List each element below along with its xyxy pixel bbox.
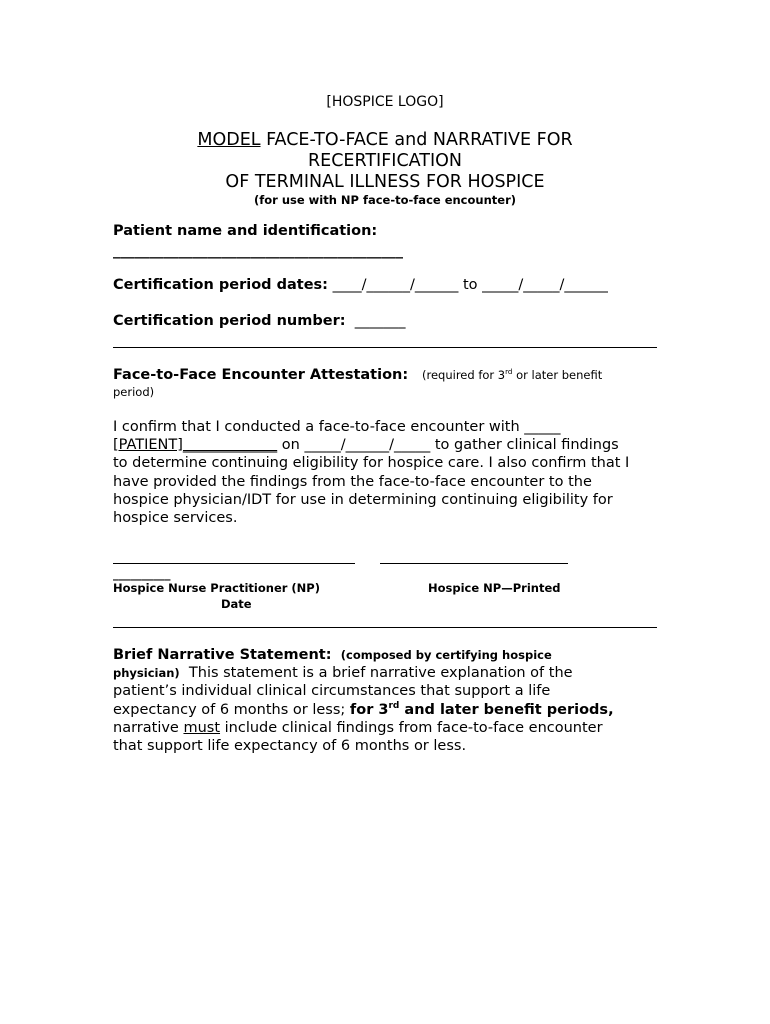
cert-dates-from-field[interactable]: ____/______/______ bbox=[332, 277, 459, 293]
attestation-p-line5: hospice physician/IDT for use in determining continuing eligibility for bbox=[113, 491, 613, 508]
patient-name-field[interactable]: ________________________________________ bbox=[113, 243, 403, 259]
document-title-line1 bbox=[0, 130, 770, 151]
cert-dates-to-field[interactable]: _____/_____/______ bbox=[482, 277, 608, 293]
narrative-text-line3 bbox=[113, 701, 661, 719]
attestation-p-line1: I confirm that I conducted a face-to-face encounter with _____ bbox=[113, 419, 561, 435]
attestation-heading: Face-to-Face Encounter Attestation: bbox=[113, 367, 409, 383]
narrative-line1 bbox=[113, 646, 661, 664]
np-signature-line[interactable] bbox=[113, 563, 355, 564]
narrative-bold-sup: rd bbox=[388, 700, 400, 711]
narrative-text-line2: patient’s individual clinical circumstances that support a life bbox=[113, 683, 551, 700]
np-printed-label: Hospice NP—Printed bbox=[428, 581, 561, 595]
narrative-section bbox=[113, 646, 661, 755]
attestation-note-pre: (required for 3 bbox=[422, 368, 506, 382]
attestation-p-line2 bbox=[113, 436, 661, 454]
attestation-paragraph bbox=[113, 418, 661, 527]
narrative-note-line2: physician) bbox=[113, 666, 180, 681]
attestation-note-line2: period) bbox=[113, 385, 155, 399]
cert-dates-label: Certification period dates: bbox=[113, 277, 328, 293]
signature-date-label: Date bbox=[221, 597, 252, 611]
narrative-note-line1: (composed by certifying hospice bbox=[340, 648, 552, 662]
document-title-line3: OF TERMINAL ILLNESS FOR HOSPICE bbox=[225, 172, 545, 192]
narrative-text-line4 bbox=[113, 719, 661, 737]
cert-dates-to-word: to bbox=[462, 277, 478, 293]
attestation-p-line4: have provided the findings from the face-to-face encounter to the bbox=[113, 473, 592, 490]
narrative-text-line3-bold bbox=[350, 702, 614, 718]
title-line1-rest: FACE-TO-FACE and NARRATIVE FOR bbox=[260, 130, 573, 150]
cert-number-label: Certification period number: bbox=[113, 313, 346, 329]
title-model-word: MODEL bbox=[197, 130, 261, 150]
np-signature-label: Hospice Nurse Practitioner (NP) bbox=[113, 581, 320, 595]
attestation-note-post: or later benefit bbox=[512, 368, 603, 382]
attestation-note-sup: rd bbox=[505, 367, 513, 377]
narrative-bold-pre: for 3 bbox=[349, 701, 389, 718]
document-subtitle: (for use with NP face-to-face encounter) bbox=[254, 193, 516, 207]
cert-number-row bbox=[113, 313, 406, 329]
attestation-p-line3: to determine continuing eligibility for hospice care. I also confirm that I bbox=[113, 455, 630, 472]
cert-dates-row bbox=[113, 277, 608, 293]
np-printed-name-line[interactable] bbox=[380, 563, 568, 564]
narrative-text-line4-pre: narrative bbox=[113, 719, 184, 736]
section-divider-2 bbox=[113, 627, 657, 628]
attestation-heading-row bbox=[113, 367, 602, 383]
narrative-text-line4-post: include clinical findings from face-to-face encounter bbox=[220, 719, 603, 736]
cert-number-field[interactable]: _______ bbox=[354, 313, 406, 329]
narrative-bold-post: and later benefit periods, bbox=[399, 701, 614, 718]
narrative-text-line5: that support life expectancy of 6 months or less. bbox=[113, 738, 467, 755]
attestation-p-line6: hospice services. bbox=[113, 510, 238, 527]
document-title-line2: RECERTIFICATION bbox=[307, 151, 462, 171]
narrative-heading: Brief Narrative Statement: bbox=[113, 647, 332, 663]
attestation-p-line2-rest: on _____/______/_____ to gather clinical findings bbox=[277, 437, 619, 454]
narrative-text-line3-pre: expectancy of 6 months or less; bbox=[113, 701, 350, 718]
patient-placeholder-field[interactable]: [PATIENT]_____________ bbox=[113, 437, 278, 454]
hospice-logo-placeholder: [HOSPICE LOGO] bbox=[326, 94, 444, 110]
narrative-must-word: must bbox=[183, 719, 221, 736]
attestation-note bbox=[422, 368, 602, 382]
section-divider-1 bbox=[113, 347, 657, 348]
patient-name-label: Patient name and identification: bbox=[113, 223, 378, 239]
signature-date-field[interactable]: __________ bbox=[113, 567, 171, 581]
narrative-text-line1: This statement is a brief narrative explanation of the bbox=[188, 665, 573, 682]
narrative-line2 bbox=[113, 664, 661, 682]
